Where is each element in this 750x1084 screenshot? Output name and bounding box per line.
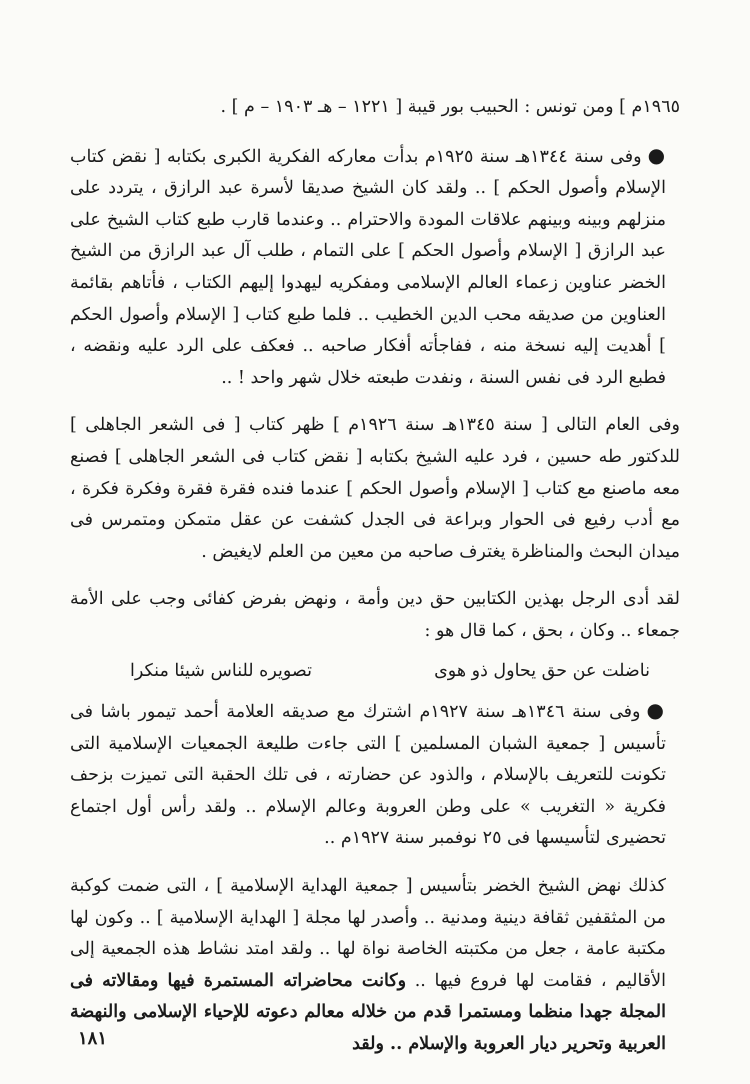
page-body [70,92,680,1061]
paragraph-1927-text: وفى سنة ١٣٤٦هـ سنة ١٩٢٧م اشترك مع صديقه العلامة أحمد تيمور باشا فى تأسيس [ جمعية الشبان المسلمين ] التى جاءت طليعة الجمعيات الإسلامية التى تكونت للتعريف بالإسلام ، والذود عن حضارته ، فى تلك الحقبة التى تميزت بزحف فكرية « التغريب » على وطن العروبة وعالم الإسلام .. ولقد رأس أول اجتماع تحضيرى لتأسيسها فى ٢٥ نوفمبر سنة ١٩٢٧م .. [70,702,666,849]
paragraph-1925-text: وفى سنة ١٣٤٤هـ سنة ١٩٢٥م بدأت معاركه الفكرية الكبرى بكتابه [ نقض كتاب الإسلام وأصول الحكم ] .. ولقد كان الشيخ صديقا لأسرة عبد الرازق ، يتردد على منزلهم وبينه وبينهم علاقات المودة والاحترام .. وعندما قارب طبع كتاب الشيخ على عبد الرازق [ الإسلام وأصول الحكم ] على التمام ، طلب آل عبد الرازق من الشيخ الخضر عناوين زعماء العالم الإسلامى ومفكريه ليهدوا إليهم الكتاب ، فأتاهم بقائمة العناوين من صديقه محب الدين الخطيب .. فلما طبع كتاب [ الإسلام وأصول الحكم ] أهديت إليه نسخة منه ، ففاجأته أفكار صاحبه .. فعكف على الرد عليه ونقضه ، فطبع الرد فى نفس السنة ، ونفدت طبعته خلال شهر واحد ! .. [70,146,666,388]
verse-first-hemistich: ناضلت عن حق يحاول ذو هوى [434,660,650,681]
paragraph-hidaya-bold: وكانت محاضراته المستمرة فيها ومقالاته فى المجلة جهدا منظما ومستمرا قدم من خلاله معالم دعوته للإحياء الإسلامى والنهضة العربية وتحرير ديار العروبة والإسلام .. ولقد [70,970,666,1055]
bullet-icon: ● [647,142,667,167]
paragraph-continuation: ١٩٦٥م ] ومن تونس : الحبيب بور قيبة [ ١٢٢١ – هـ ١٩٠٣ – م ] . [220,97,680,117]
paragraph-duty: لقد أدى الرجل بهذين الكتابين حق دين وأمة ، ونهض بفرض كفائى وجب على الأمة جمعاء .. وكان ، بحق ، كما قال هو : [70,589,680,641]
bullet-icon: ● [646,698,667,723]
paragraph-hidaya [70,871,680,1061]
paragraph-1927 [70,695,680,855]
paragraph-1925 [70,140,680,395]
paragraph-1926: وفى العام التالى [ سنة ١٣٤٥هـ سنة ١٩٢٦م ] ظهر كتاب [ فى الشعر الجاهلى ] للدكتور طه حسين ، فرد عليه الشيخ بكتابه [ نقض كتاب فى الشعر الجاهلى ] فصنع معه ماصنع مع كتاب [ الإسلام وأصول الحكم ] عندما فنده فقرة فقرة وفكرة فكرة ، مع أدب رفيع فى الحوار وبراعة فى الجدل كشفت عن عقل متمكن ومتمرس فى ميدان البحث والمناظرة يغترف صاحبه من معين من العلم لايغيض . [70,415,680,562]
poem-verse [70,656,680,688]
paragraph-hidaya-text: كذلك نهض الشيخ الخضر بتأسيس [ جمعية الهداية الإسلامية ] ، التى ضمت كوكبة من المثقفين ثقافة دينية ومدنية .. وأصدر لها مجلة [ الهداية الإسلامية ] .. وكون لها مكتبة عامة ، جعل من مكتبته الخاصة نواة لها .. ولقد امتد نشاط هذه الجمعية إلى الأقاليم ، فقامت لها فروع فيها .. [70,876,666,991]
page-number: ١٨١ [78,1028,108,1049]
verse-second-hemistich: تصويره للناس شيئا منكرا [130,660,312,681]
